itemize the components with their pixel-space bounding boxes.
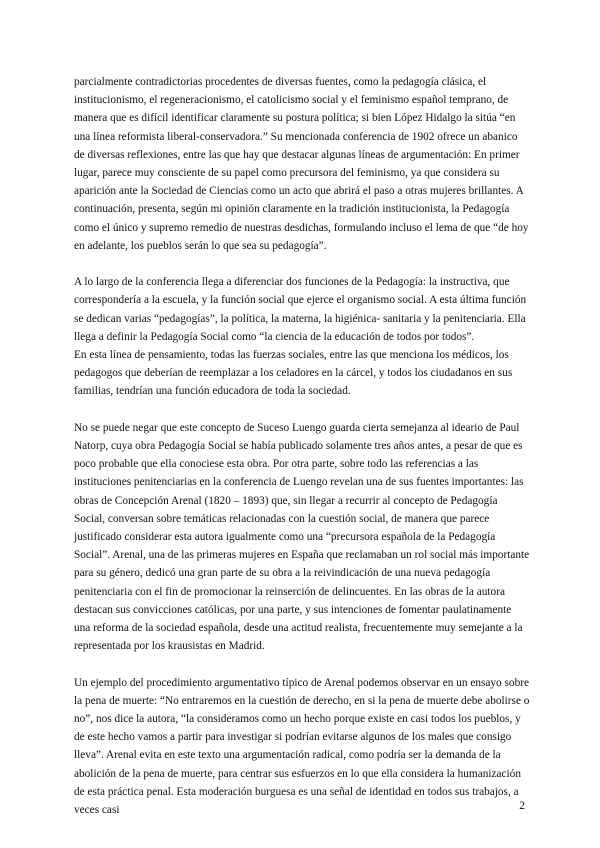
paragraph-4: No se puede negar que este concepto de Suceso Luengo guarda cierta semejanza al ideario de Paul Natorp, cuya obra Pedagogía Social se había publicado solamente tres años antes, a pesar de que es poco probable que ella conociese esta obra. Por otra parte, sobre todo las referencias a las instituciones penitenciarias en la conferencia de Luengo revelan una de sus fuentes importantes: las obras de Concepción Arenal (1820 – 1893) que, sin llegar a recurrir al concepto de Pedagogía Social, conversan sobre temáticas relacionadas con la cuestión social, de manera que parece justificado considerar esta autora igualmente como una “precursora española de la Pedagogía Social”. Arenal, una de las primeras mujeres en España que reclamaban un rol social más importante para su género, dedicó una gran parte de su obra a la reivindicación de una nueva pedagogía penitenciaria con el fin de promocionar la reinserción de delincuentes. En las obras de la autora destacan sus convicciones católicas, por una parte, y sus intenciones de fomentar paulatinamente una reforma de la sociedad española, desde una actitud realista, frecuentemente muy semejante a la representada por los krausistas en Madrid. [74, 421, 530, 653]
paragraph-1: parcialmente contradictorias procedentes de diversas fuentes, como la pedagogía clásica, el institucionismo, el regeneracionismo, el catolicismo social y el feminismo español temprano, de manera que es difícil identificar claramente su postura política; si bien López Hidalgo la sitúa “en una línea reformista liberal-conservadora.” Su mencionada conferencia de 1902 ofrece un abanico de diversas reflexiones, entre las que hay que destacar algunas líneas de argumentación: En primer lugar, parece muy consciente de su papel como precursora del feminismo, ya que considera su aparición ante la Sociedad de Ciencias como un acto que abrirá el paso a otras mujeres brillantes. A continuación, presenta, según mi opinión claramente en la tradición institucionista, la Pedagogía como el único y supremo remedio de nuestras desdichas, formulando incluso el lema de que “de hoy en adelante, los pueblos serán lo que sea su pedagogía”. [74, 76, 529, 252]
body-text [74, 73, 530, 819]
page-number: 2 [519, 800, 525, 812]
paragraph-5: Un ejemplo del procedimiento argumentativo típico de Arenal podemos observar en un ensayo sobre la pena de muerte: “No entraremos en la cuestión de derecho, en si la pena de muerte debe abolirse o no”, nos dice la autora, “la consideramos como un hecho porque existe en casi todos los pueblos, y de este hecho vamos a partir para investigar si podrían evitarse algunos de los males que consigo lleva”. Arenal evita en este texto una argumentación radical, como podría ser la demanda de la abolición de la pena de muerte, para centrar sus esfuerzos en lo que ella considera la humanización de esta práctica penal. Esta moderación burguesa es una señal de identidad en todos sus trabajos, a veces casi [74, 676, 530, 817]
paragraph-3: En esta línea de pensamiento, todas las fuerzas sociales, entre las que menciona los médicos, los pedagogos que deberían de reemplazar a los celadores en la cárcel, y todos los ciudadanos en sus familias, tendrían una función educadora de toda la sociedad. [74, 349, 513, 398]
paragraph-2: A lo largo de la conferencia llega a diferenciar dos funciones de la Pedagogía: la instructiva, que correspondería a la escuela, y la función social que ejerce el organismo social. A esta última función se dedican varias “pedagogías”, la política, la materna, la higiénica- sanitaria y la penitenciaria. Ella llega a definir la Pedagogía Social como “la ciencia de la educación de todos por todos”. [74, 276, 527, 343]
